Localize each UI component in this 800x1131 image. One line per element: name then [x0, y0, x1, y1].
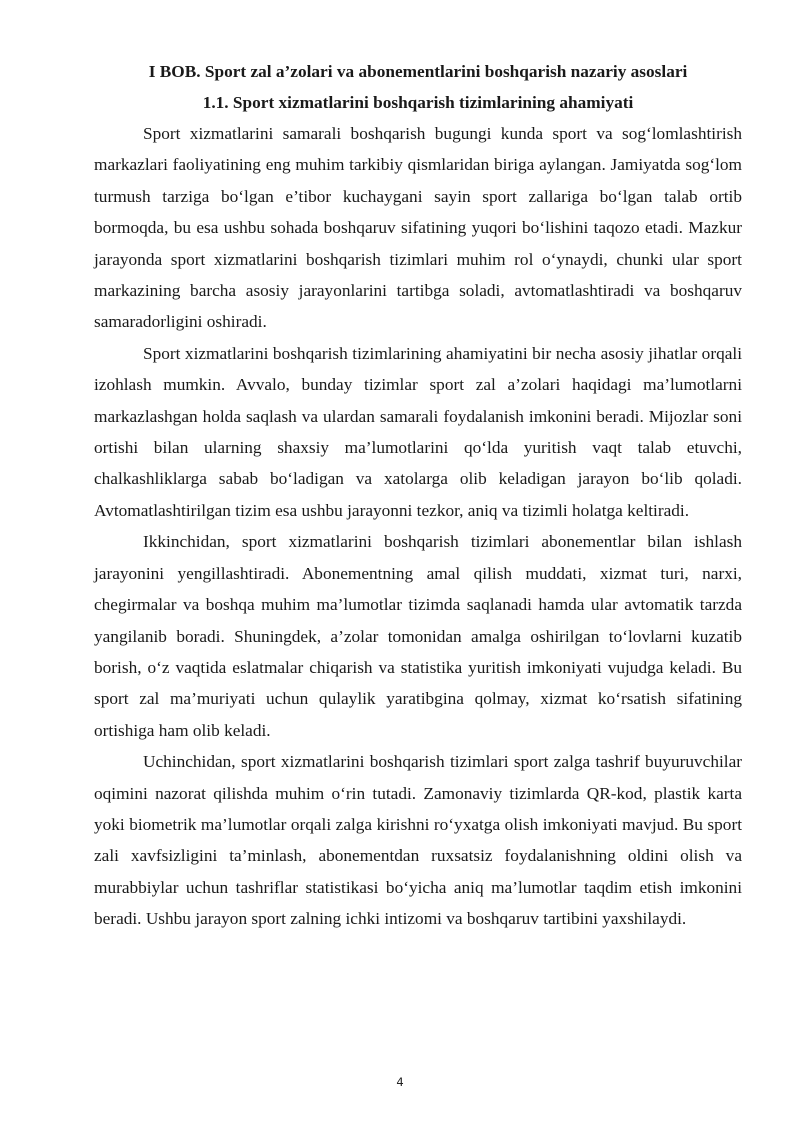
paragraph-2: Sport xizmatlarini boshqarish tizimlarining ahamiyatini bir necha asosiy jihatlar orqali izohlash mumkin. Avvalo, bunday tizimlar sport zal a’zolari haqidagi ma’lumotlarni markazlashgan holda saqlash va ulardan samarali foydalanish imkonini beradi. Mijozlar soni ortishi bilan ularning shaxsiy ma’lumotlarini qo‘lda yuritish vaqt talab etuvchi, chalkashliklarga sabab bo‘ladigan va xatolarga olib keladigan jarayon bo‘lib qoladi. Avtomatlashtirilgan tizim esa ushbu jarayonni tezkor, aniq va tizimli holatga keltiradi.: [94, 343, 742, 520]
page-number: 4: [396, 1075, 404, 1089]
chapter-heading: I BOB. Sport zal a’zolari va abonementlarini boshqarish nazariy asoslari: [148, 62, 688, 81]
page-content: [94, 56, 742, 935]
paragraph-3: Ikkinchidan, sport xizmatlarini boshqarish tizimlari abonementlar bilan ishlash jarayonini yengillashtiradi. Abonementning amal qilish muddati, xizmat turi, narxi, chegirmalar va boshqa muhim ma’lumotlar tizimda saqlanadi hamda ular avtomatik tarzda yangilanib boradi. Shuningdek, a’zolar tomonidan amalga oshirilgan to‘lovlarni kuzatib borish, o‘z vaqtida eslatmalar chiqarish va statistika yuritish imkoniyati vujudga keladi. Bu sport zal ma’muriyati uchun qulaylik yaratibgina qolmay, xizmat ko‘rsatish sifatining ortishiga ham olib keladi.: [94, 532, 742, 740]
paragraph-1: Sport xizmatlarini samarali boshqarish bugungi kunda sport va sog‘lomlashtirish markazlari faoliyatining eng muhim tarkibiy qismlaridan biriga aylangan. Jamiyatda sog‘lom turmush tarziga bo‘lgan e’tibor kuchaygani sayin sport zallariga bo‘lgan talab ortib bormoqda, bu esa ushbu sohada boshqaruv sifatining yuqori bo‘lishini taqozo etadi. Mazkur jarayonda sport xizmatlarini boshqarish tizimlari muhim rol o‘ynaydi, chunki ular sport markazining barcha asosiy jarayonlarini tartibga soladi, avtomatlashtiradi va boshqaruv samaradorligini oshiradi.: [94, 124, 742, 332]
paragraph-4: Uchinchidan, sport xizmatlarini boshqarish tizimlari sport zalga tashrif buyuruvchilar oqimini nazorat qilishda muhim o‘rin tutadi. Zamonaviy tizimlarda QR-kod, plastik karta yoki biometrik ma’lumotlar orqali zalga kirishni ro‘yxatga olish imkoniyati mavjud. Bu sport zali xavfsizligini ta’minlash, abonementdan ruxsatsiz foydalanishning oldini olish va murabbiylar uchun tashriflar statistikasi bo‘yicha aniq ma’lumotlar taqdim etish imkonini beradi. Ushbu jarayon sport zalning ichki intizomi va boshqaruv tartibini yaxshilaydi.: [94, 752, 742, 929]
section-heading: 1.1. Sport xizmatlarini boshqarish tizimlarining ahamiyati: [202, 93, 634, 112]
